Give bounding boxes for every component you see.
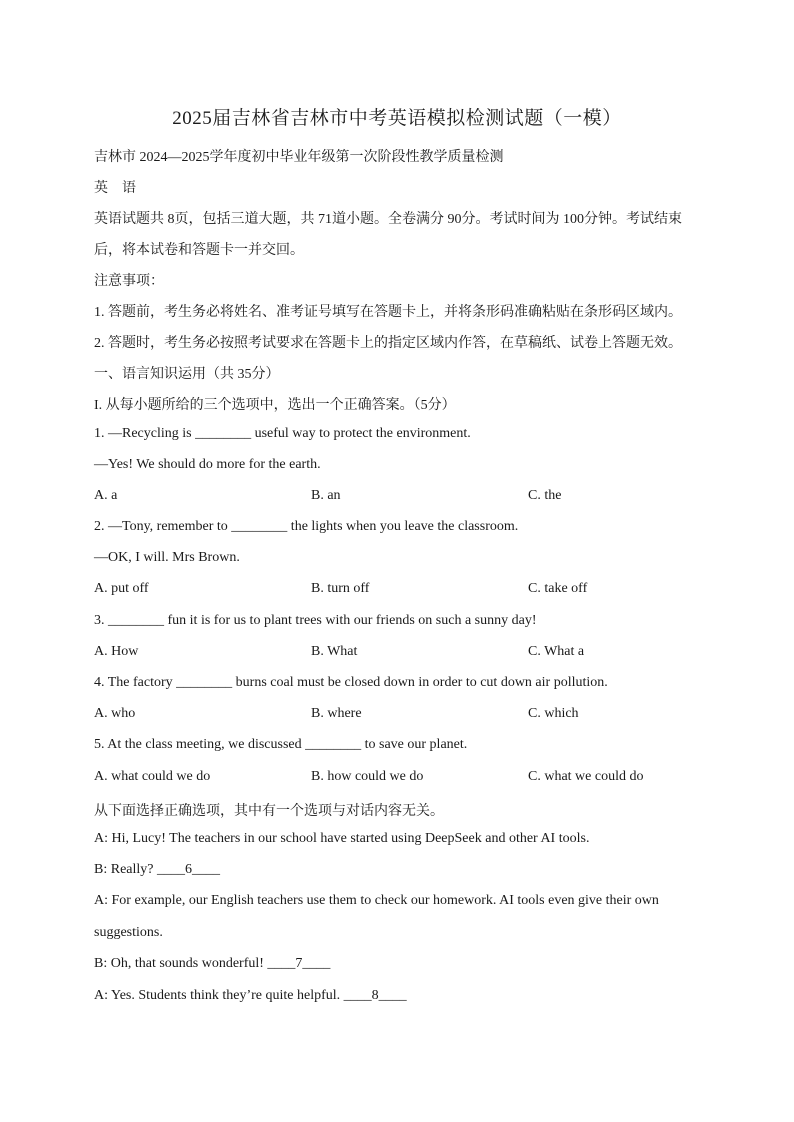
option-c: C. what we could do [528,769,644,784]
question-stem: 3. ________ fun it is for us to plant trees with our friends on such a sunny day! [94,613,537,628]
notice-item-1: 1. 答题前，考生务必将姓名、准考证号填写在答题卡上，并将条形码准确粘贴在条形码区域内。 [94,305,682,320]
page-title: 2025届吉林省吉林市中考英语模拟检测试题（一模） [172,108,622,129]
question-stem: 1. —Recycling is ________ useful way to protect the environment. [94,426,471,441]
subject-label: 英 语 [94,181,136,196]
option-c: C. take off [528,581,588,596]
dialogue-line: B: Oh, that sounds wonderful! ____7____ [94,956,331,971]
question-stem: 2. —Tony, remember to ________ the lights when you leave the classroom. [94,519,519,534]
intro-line-2: 后，将本试卷和答题卡一并交回。 [94,243,304,258]
question-reply: —OK, I will. Mrs Brown. [94,550,240,565]
option-b: B. where [311,706,362,721]
dialogue-line: A: For example, our English teachers use them to check our homework. AI tools even give their own [94,893,659,908]
option-b: B. What [311,644,358,659]
option-c: C. the [528,488,562,503]
dialogue-line: B: Really? ____6____ [94,862,220,877]
option-a: A. put off [94,581,149,596]
part-heading: I. 从每小题所给的三个选项中，选出一个正确答案。（5分） [94,398,456,413]
exam-subtitle: 吉林市 2024—2025学年度初中毕业年级第一次阶段性教学质量检测 [94,150,504,165]
intro-line-1: 英语试题共 8页，包括三道大题，共 71道小题。全卷满分 90分。考试时间为 100分钟。考试结束 [94,212,682,227]
notice-heading: 注意事项： [94,274,164,289]
dialogue-line: A: Yes. Students think they’re quite helpful. ____8____ [94,988,407,1003]
option-a: A. what could we do [94,769,211,784]
option-a: A. How [94,644,139,659]
option-a: A. who [94,706,136,721]
option-a: A. a [94,488,118,503]
question-reply: —Yes! We should do more for the earth. [94,457,321,472]
option-c: C. What a [528,644,585,659]
option-b: B. turn off [311,581,370,596]
dialogue-line: A: Hi, Lucy! The teachers in our school have started using DeepSeek and other AI tools. [94,831,590,846]
dialogue-line: suggestions. [94,925,163,940]
section-heading: 一、语言知识运用（共 35分） [94,367,280,382]
question-stem: 5. At the class meeting, we discussed ________ to save our planet. [94,737,468,752]
option-c: C. which [528,706,579,721]
notice-item-2: 2. 答题时，考生务必按照考试要求在答题卡上的指定区域内作答，在草稿纸、试卷上答题无效。 [94,336,682,351]
question-stem: 4. The factory ________ burns coal must be closed down in order to cut down air pollution. [94,675,608,690]
option-b: B. an [311,488,341,503]
dialogue-instruction: 从下面选择正确选项，其中有一个选项与对话内容无关。 [94,804,444,819]
option-b: B. how could we do [311,769,424,784]
